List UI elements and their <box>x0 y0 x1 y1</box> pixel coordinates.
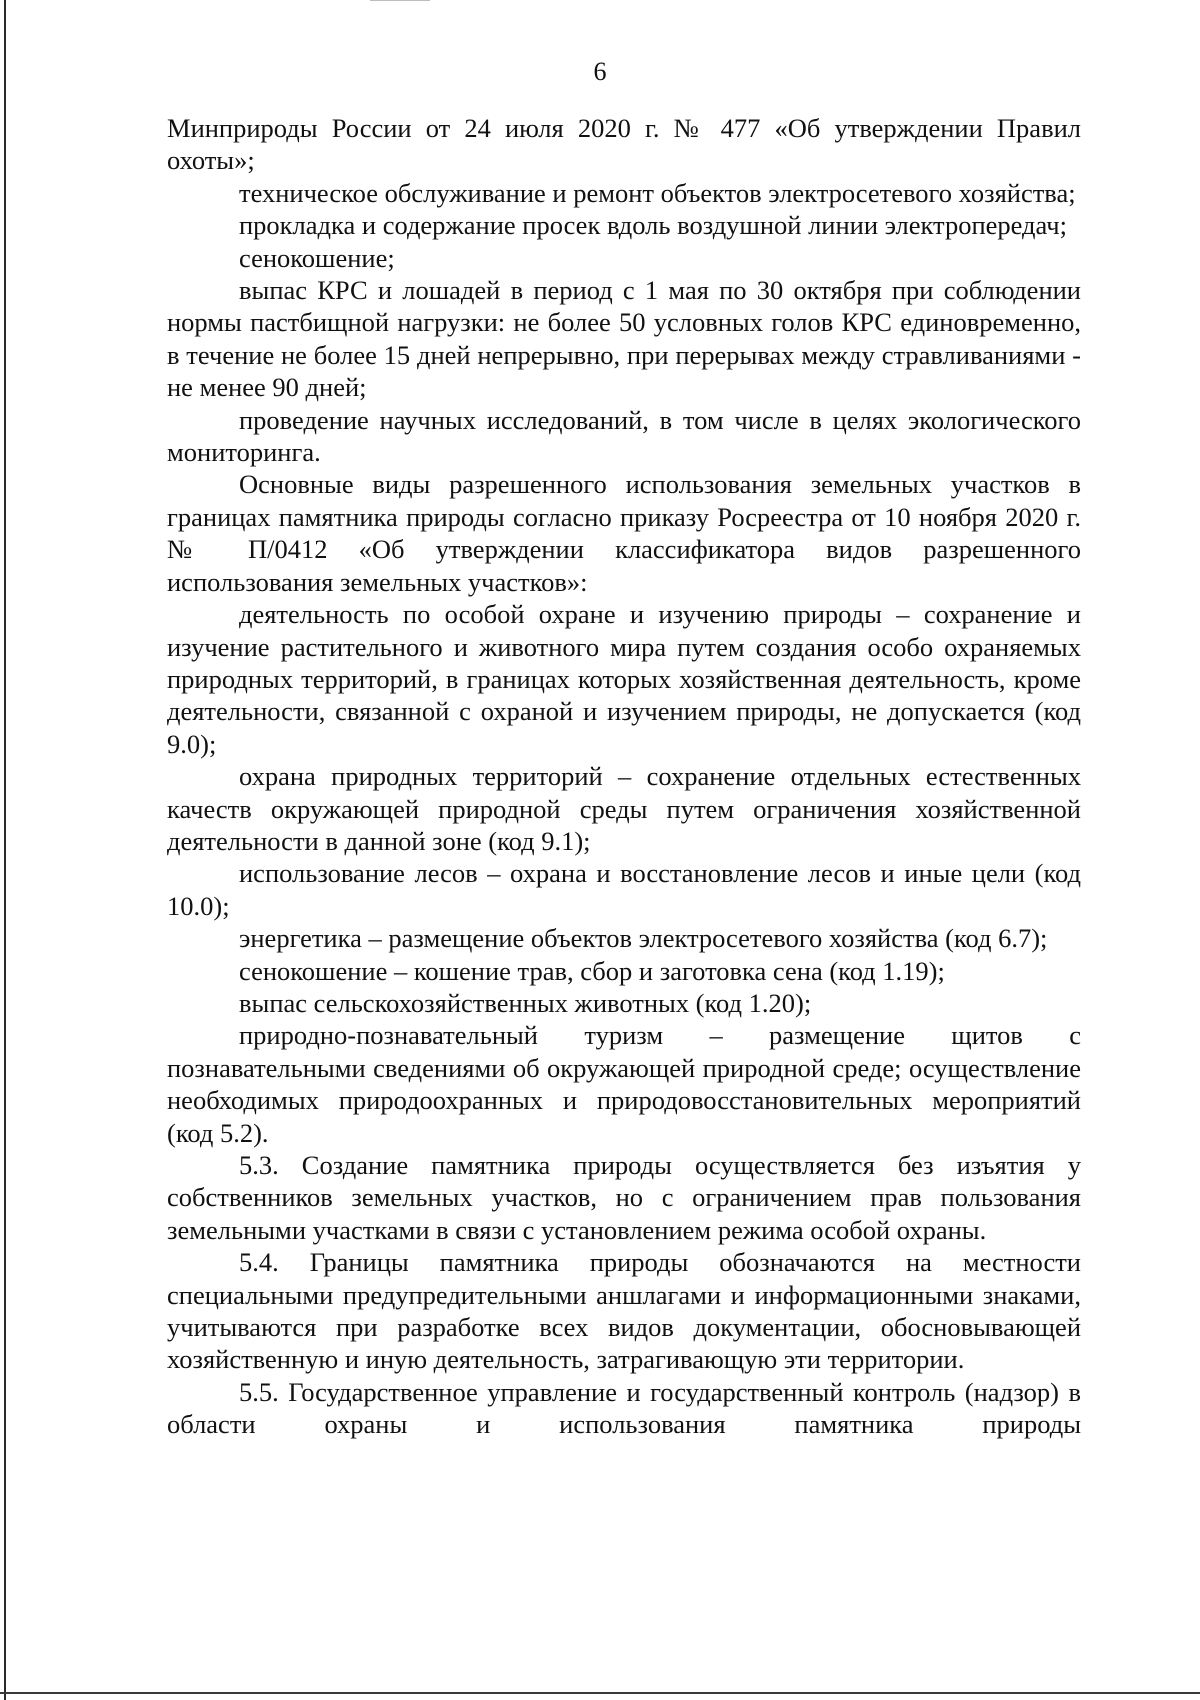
paragraph: Минприроды России от 24 июля 2020 г. № 477 «Об утверждении Правил охоты»; <box>167 113 1081 176</box>
paragraph: охрана природных территорий – сохранение отдельных естественных качеств окружающей природной среды путем ограничения хозяйственной деятельности в данной зоне (код 9.1); <box>167 761 1081 856</box>
paragraph: выпас сельскохозяйственных животных (код 1.20); <box>239 987 812 1018</box>
paragraph: природно-познавательный туризм – размещение щитов с познавательными сведениями об окружающей природной среде; осуществление необходимых природоохранных и природовосстановительных мероприятий (код 5.2). <box>167 1020 1081 1148</box>
paragraph: сенокошение – кошение трав, сбор и заготовка сена (код 1.19); <box>239 955 945 986</box>
paragraph: энергетика – размещение объектов электросетевого хозяйства (код 6.7); <box>239 923 1048 954</box>
paragraph: проведение научных исследований, в том числе в целях экологического мониторинга. <box>167 404 1081 468</box>
paragraph: 5.3. Создание памятника природы осуществляется без изъятия у собственников земельных участков, но с ограничением прав пользования земельными участками в связи с установлением режима особой охраны. <box>167 1150 1081 1245</box>
paragraph: Основные виды разрешенного использования земельных участков в границах памятника природы согласно приказу Росреестра от 10 ноября 2020 г. № П/0412 «Об утверждении классификатора видов разрешенного использования земельных участков»: <box>167 469 1081 597</box>
page-number: 6 <box>593 57 607 86</box>
paragraph: техническое обслуживание и ремонт объектов электросетевого хозяйства; <box>239 177 1076 208</box>
scan-edge-bottom <box>0 1692 1200 1694</box>
paragraph: 5.5. Государственное управление и государственный контроль (надзор) в области охраны и использования памятника природы <box>167 1376 1081 1440</box>
document-body <box>167 112 1081 1441</box>
paragraph: деятельность по особой охране и изучению природы – сохранение и изучение растительного и животного мира путем создания особо охраняемых природных территорий, в границах которых хозяйственная деятельность, кроме деятельности, связанной с охраной и изучением природы, не допускается (код 9.0); <box>167 599 1081 759</box>
paragraph: использование лесов – охрана и восстановление лесов и иные цели (код 10.0); <box>167 858 1081 921</box>
paragraph: 5.4. Границы памятника природы обозначаются на местности специальными предупредительными аншлагами и информационными знаками, учитываются при разработке всех видов документации, обосновывающей хозяйственную и иную деятельность, затрагивающую эти территории. <box>167 1247 1081 1375</box>
paragraph: сенокошение; <box>239 242 395 273</box>
scan-edge-top <box>370 0 430 1</box>
paragraph: выпас КРС и лошадей в период с 1 мая по 30 октября при соблюдении нормы пастбищной нагрузки: не более 50 условных голов КРС единовременно, в течение не более 15 дней непрерывно, при перерывах между стравливаниями - не менее 90 дней; <box>167 275 1081 403</box>
paragraph: прокладка и содержание просек вдоль воздушной линии электропередач; <box>239 210 1067 241</box>
scan-edge-left <box>4 0 6 1700</box>
